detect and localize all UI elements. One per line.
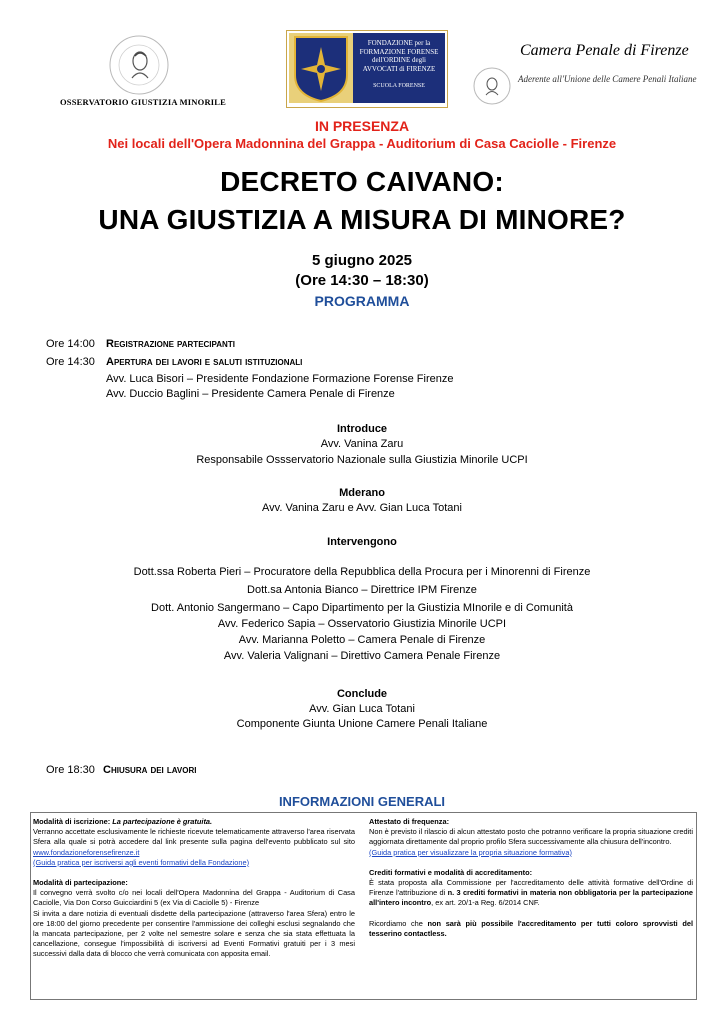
crediti-text: È stata proposta alla Commissione per l'accreditamento delle attività formative dell'Ordine di Firenze l'attribuzione di <box>369 878 693 898</box>
schedule-title: Apertura dei lavori e saluti istituzionali <box>106 356 303 368</box>
right-logo <box>472 66 512 106</box>
schedule-time: Ore 14:00 <box>46 338 95 350</box>
modera-heading: Mderano <box>339 487 385 499</box>
event-title-line2: UNA GIUSTIZIA A MISURA DI MINORE? <box>98 204 626 235</box>
iscrizione-free: La partecipazione è gratuita. <box>112 817 213 826</box>
intervengono-line: Dott.ssa Roberta Pieri – Procuratore della Repubblica della Procura per i Minorenni di Firenze <box>133 566 591 578</box>
center-logo-sub: SCUOLA FORENSE <box>373 83 425 89</box>
attestato-guide-link[interactable]: (Guida pratica per visualizzare la propria situazione formativa) <box>369 847 572 857</box>
introduce-line: Avv. Vanina Zaru <box>320 438 404 450</box>
crediti-label: Crediti formativi e modalità di accreditamento: <box>369 867 533 877</box>
info-left-column <box>33 817 355 960</box>
schedule-title: Registrazione partecipanti <box>106 338 235 350</box>
saluti-speaker: Avv. Duccio Baglini – Presidente Camera Penale di Firenze <box>106 388 395 400</box>
partecipazione-text: Il convegno verrà svolto c/o nei locali dell'Opera Madonnina del Grappa - Auditorium di Casa Caciolle, Via Don Corso Guicciardini 5 (ex Via di Caciolle 5) - Firenze <box>33 888 355 908</box>
conclude-line: Avv. Gian Luca Totani <box>309 703 415 715</box>
iscrizione-guide-link[interactable]: (Guida pratica per iscriversi agli eventi formativi della Fondazione) <box>33 857 250 867</box>
closing-time: Ore 18:30 <box>46 764 95 776</box>
center-logo-line: FORMAZIONE FORENSE <box>359 47 439 56</box>
programma-heading: PROGRAMMA <box>314 293 410 309</box>
left-caption: OSSERVATORIO GIUSTIZIA MINORILE <box>60 97 227 107</box>
ricordiamo-text: Ricordiamo che <box>369 918 428 928</box>
conclude-line: Componente Giunta Unione Camere Penali Italiane <box>236 718 488 730</box>
crediti-bold: n. 3 crediti formativi in materia non obbligatoria per la partecipazione all'intero incontro <box>369 888 693 908</box>
event-time: (Ore 14:30 – 18:30) <box>295 272 429 289</box>
right-subtitle: Aderente all'Unione delle Camere Penali Italiane <box>518 74 697 84</box>
center-logo-line: dell'ORDINE degli <box>372 56 426 64</box>
partecipazione-text: Si invita a dare notizia di eventuali disdette della partecipazione (attraverso l'area Sfera) entro le ore 18:00 del giorno precedente per consentire l'ammissione dei colleghi esclusi segnalando che la mancata partecipazione, per 2 volte nel semestre solare e senza che sia stata effettuata la cancellazione, consegue l'impossibilità di iscriversi ad Eventi Formativi gratuiti per i 3 mesi successivi dalla data di blocco che verrà comunicata con apposita email. <box>33 908 355 959</box>
attestato-label: Attestato di frequenza: <box>369 817 450 826</box>
intervengono-line: Avv. Marianna Poletto – Camera Penale di Firenze <box>238 634 486 646</box>
closing-title: Chiusura dei lavori <box>103 764 197 776</box>
info-heading: INFORMAZIONI GENERALI <box>278 794 446 809</box>
event-venue: Nei locali dell'Opera Madonnina del Grappa - Auditorium di Casa Caciolle - Firenze <box>107 136 617 151</box>
introduce-line: Responsabile Ossservatorio Nazionale sulla Giustizia Minorile UCPI <box>196 454 528 466</box>
center-logo-textblock <box>353 33 445 103</box>
info-right-column <box>369 817 693 939</box>
event-title-line1: DECRETO CAIVANO: <box>220 166 504 197</box>
fondazione-website-link[interactable]: www.fondazioneforensefirenze.it <box>33 847 140 857</box>
iscrizione-colon: : <box>107 817 113 826</box>
intervengono-line: Avv. Federico Sapia – Osservatorio Giustizia Minorile UCPI <box>217 618 507 630</box>
crediti-text: , ex art. 20/1-a Reg. 6/2014 CNF. <box>431 898 540 908</box>
intervengono-heading: Intervengono <box>327 536 397 548</box>
left-logo <box>108 34 170 96</box>
introduce-heading: Introduce <box>336 423 388 435</box>
right-title: Camera Penale di Firenze <box>520 42 689 59</box>
event-date: 5 giugno 2025 <box>311 252 413 269</box>
shield-badge <box>289 33 353 103</box>
intervengono-line: Dott.sa Antonia Bianco – Direttrice IPM Firenze <box>247 584 477 596</box>
camere-penali-seal-icon <box>472 66 512 106</box>
schedule-time: Ore 14:30 <box>46 356 95 368</box>
modera-line: Avv. Vanina Zaru e Avv. Gian Luca Totani <box>262 502 462 514</box>
iscrizione-text: Verranno accettate esclusivamente le richieste ricevute telematicamente attraverso l'area riservata Sfera alla quale si potrà accedere dal link presente sulla pagina dell'evento pubblicato sul sito <box>33 827 355 847</box>
compass-star-icon <box>289 33 353 103</box>
iscrizione-label: Modalità di iscrizione <box>33 817 108 826</box>
attestato-text: Non è previsto il rilascio di alcun attestato posto che potranno verificare la propria situazione crediti aggiornata direttamente dal proprio profilo Sfera successivamente alla chiusura dell'incontro. <box>369 827 693 847</box>
center-logo-line: AVVOCATI di FIRENZE <box>362 64 436 73</box>
intervengono-line: Avv. Valeria Valignani – Direttivo Camera Penale Firenze <box>223 650 501 662</box>
saluti-speaker: Avv. Luca Bisori – Presidente Fondazione Formazione Forense Firenze <box>106 373 454 385</box>
partecipazione-label: Modalità di partecipazione: <box>33 878 128 888</box>
ricordiamo-bold: non sarà più possibile l'accreditamento per tutti coloro sprovvisti del tesserino contactless. <box>369 918 693 938</box>
center-logo <box>286 30 448 108</box>
conclude-heading: Conclude <box>336 688 388 700</box>
intervengono-line: Dott. Antonio Sangermano – Capo Dipartimento per la Giustizia MInorile e di Comunità <box>151 602 573 614</box>
event-mode: IN PRESENZA <box>314 118 410 134</box>
center-logo-line: FONDAZIONE per la <box>367 39 431 47</box>
camere-penali-seal-icon <box>108 34 170 96</box>
